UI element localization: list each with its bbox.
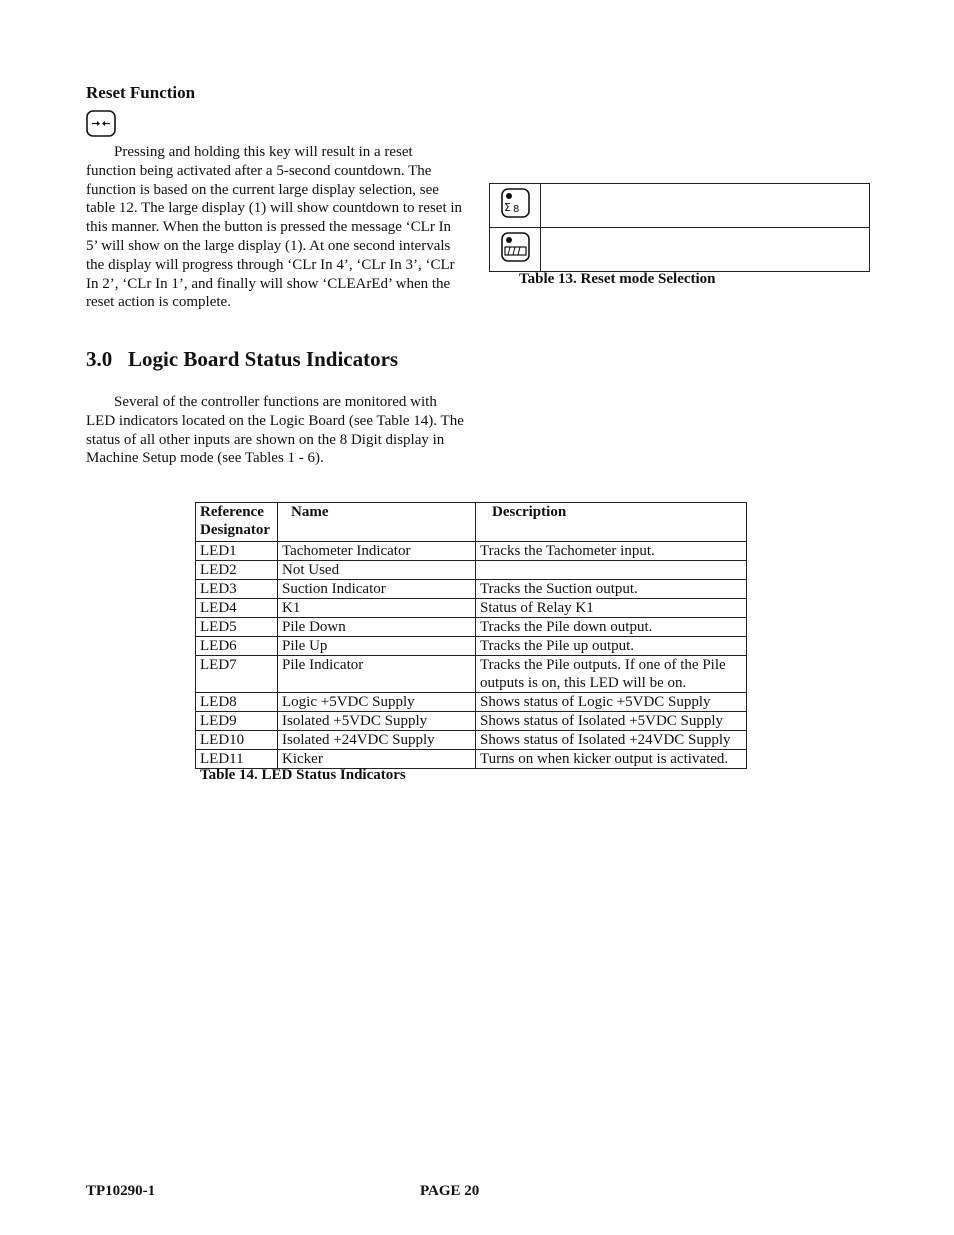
led-ref-cell: LED3	[196, 580, 278, 599]
section-heading	[86, 347, 398, 372]
reset-function-heading: Reset Function	[86, 83, 196, 102]
led-ref-cell: LED9	[196, 712, 278, 731]
table-row	[196, 731, 747, 750]
led-desc-cell: Tracks the Pile down output.	[476, 618, 747, 637]
led-ref-cell: LED1	[196, 542, 278, 561]
table-cell	[490, 184, 541, 228]
sigma-total-key-icon	[490, 184, 540, 222]
led-desc-cell	[476, 561, 747, 580]
header-name: Name	[278, 503, 476, 542]
led-name-cell: Pile Down	[278, 618, 476, 637]
led-desc-cell: Tracks the Pile up output.	[476, 637, 747, 656]
table14-caption: Table 14. LED Status Indicators	[200, 767, 406, 783]
table-row	[196, 599, 747, 618]
footer-doc-id: TP10290-1	[86, 1183, 156, 1199]
section-title: Logic Board Status Indicators	[128, 347, 399, 371]
led-name-cell: Pile Up	[278, 637, 476, 656]
led-ref-cell: LED2	[196, 561, 278, 580]
table-row	[490, 184, 870, 228]
led-ref-cell: LED7	[196, 656, 278, 693]
led-desc-cell: Tracks the Suction output.	[476, 580, 747, 599]
led-desc-cell: Tracks the Pile outputs. If one of the Pile outputs is on, this LED will be on.	[476, 656, 747, 693]
section-number: 3.0	[86, 347, 113, 371]
table-header-row	[196, 503, 747, 542]
table-cell	[541, 184, 870, 228]
led-ref-cell: LED10	[196, 731, 278, 750]
table-row	[196, 618, 747, 637]
counter-display-key-icon	[490, 228, 540, 266]
led-status-table	[195, 502, 747, 769]
section-description	[86, 393, 466, 468]
reset-description-text: Pressing and holding this key will result in a reset function being activated after a 5-second countdown. The function is based on the current large display selection, see table 12. The large display (1) will show countdown to reset in this manner. When the button is pressed the message ‘CLr In 5’ will show on the large display (1). At one second intervals the display will progress through ‘CLr In 4’, ‘CLr In 3’, ‘CLr In 2’, ‘CLr In 1’, and finally will show ‘CLEArEd’ when the reset action is complete.	[86, 144, 463, 311]
table-cell	[541, 228, 870, 272]
led-name-cell: Tachometer Indicator	[278, 542, 476, 561]
table13-caption: Table 13. Reset mode Selection	[519, 271, 716, 287]
reset-description	[86, 143, 466, 312]
led-desc-cell: Turns on when kicker output is activated.	[476, 750, 747, 769]
table-row	[196, 693, 747, 712]
led-table-body	[196, 542, 747, 769]
table-cell	[490, 228, 541, 272]
section-description-text: Several of the controller functions are monitored with LED indicators located on the Logic Board (see Table 14). The status of all other inputs are shown on the 8 Digit display in Machine Setup mode (see Tables 1 - 6).	[86, 394, 464, 467]
led-name-cell: Isolated +5VDC Supply	[278, 712, 476, 731]
led-ref-cell: LED8	[196, 693, 278, 712]
led-name-cell: K1	[278, 599, 476, 618]
table-row	[196, 542, 747, 561]
led-ref-cell: LED6	[196, 637, 278, 656]
led-name-cell: Pile Indicator	[278, 656, 476, 693]
table-row	[196, 656, 747, 693]
led-name-cell: Isolated +24VDC Supply	[278, 731, 476, 750]
led-ref-cell: LED4	[196, 599, 278, 618]
footer-page-number: PAGE 20	[420, 1183, 480, 1199]
table-row	[196, 561, 747, 580]
led-desc-cell: Tracks the Tachometer input.	[476, 542, 747, 561]
led-desc-cell: Shows status of Isolated +24VDC Supply	[476, 731, 747, 750]
reset-key-icon	[86, 110, 116, 137]
led-name-cell: Not Used	[278, 561, 476, 580]
table-row	[196, 750, 747, 769]
led-ref-cell: LED5	[196, 618, 278, 637]
led-desc-cell: Shows status of Logic +5VDC Supply	[476, 693, 747, 712]
led-desc-cell: Shows status of Isolated +5VDC Supply	[476, 712, 747, 731]
table-row	[196, 637, 747, 656]
table-row	[196, 580, 747, 599]
header-desc: Description	[476, 503, 747, 542]
led-name-cell: Logic +5VDC Supply	[278, 693, 476, 712]
header-ref: Reference Designator	[196, 503, 278, 542]
led-ref-cell: LED11	[196, 750, 278, 769]
led-name-cell: Suction Indicator	[278, 580, 476, 599]
table-row	[196, 712, 747, 731]
led-desc-cell: Status of Relay K1	[476, 599, 747, 618]
svg-text:8: 8	[513, 204, 520, 215]
svg-text:Σ: Σ	[504, 201, 511, 214]
reset-mode-table	[489, 183, 870, 272]
led-name-cell: Kicker	[278, 750, 476, 769]
table-row	[490, 228, 870, 272]
